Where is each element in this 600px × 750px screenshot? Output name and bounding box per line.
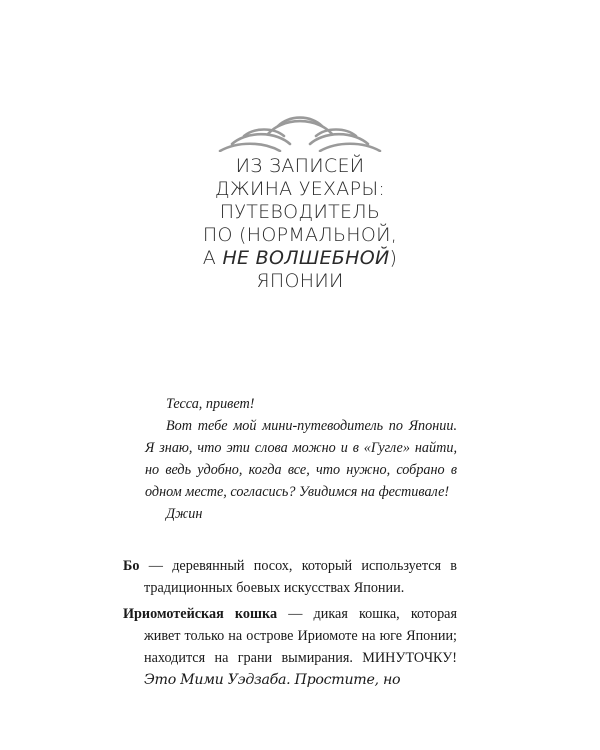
letter-signature: Джин (166, 506, 203, 522)
title-line-5 (150, 247, 450, 270)
glossary-note-handwritten: Это Мими Уэдзаба. Простите, но (144, 672, 401, 688)
letter-note (145, 393, 457, 525)
glossary-term: Бо (123, 558, 140, 574)
title-line-1: ИЗ ЗАПИСЕЙ (235, 155, 365, 177)
glossary-term: Ириомотейская кошка (123, 606, 278, 622)
letter-body: Вот тебе мой мини-путеводитель по Японии. Я знаю, что эти слова можно и в «Гугле» найти, но ведь удобно, когда все, что нужно, собрано в одном месте, согласись? Увидимся на фестивале! (145, 418, 457, 500)
glossary-entry-text (123, 555, 457, 599)
title-line-2: ДЖИНА УЕХАРЫ: (214, 178, 386, 200)
glossary-entry (123, 603, 457, 691)
title-line-6: ЯПОНИИ (256, 270, 344, 292)
letter-greeting: Тесса, привет! (166, 396, 255, 412)
wave-cloud-ornament-icon (214, 104, 386, 152)
title-line-3: ПУТЕВОДИТЕЛЬ (219, 201, 381, 223)
title-line-4: ПО (НОРМАЛЬНОЙ, (202, 224, 398, 246)
title-line-5-suffix: ) (389, 247, 398, 269)
glossary-definition: — дикая кошка, которая живет только на острове Ириомоте на юге Японии; находится на грани вымирания. (144, 606, 457, 666)
chapter-title (150, 155, 450, 293)
glossary-entry-text (123, 603, 457, 691)
title-line-5-prefix: А (202, 247, 223, 269)
title-line-5-emphasis: НЕ ВОЛШЕБНОЙ (222, 247, 390, 269)
glossary-note-caps: МИНУТОЧКУ! (362, 650, 457, 666)
glossary-entry (123, 555, 457, 599)
glossary-definition: — деревянный посох, который используется в традиционных боевых искусствах Японии. (139, 558, 457, 596)
